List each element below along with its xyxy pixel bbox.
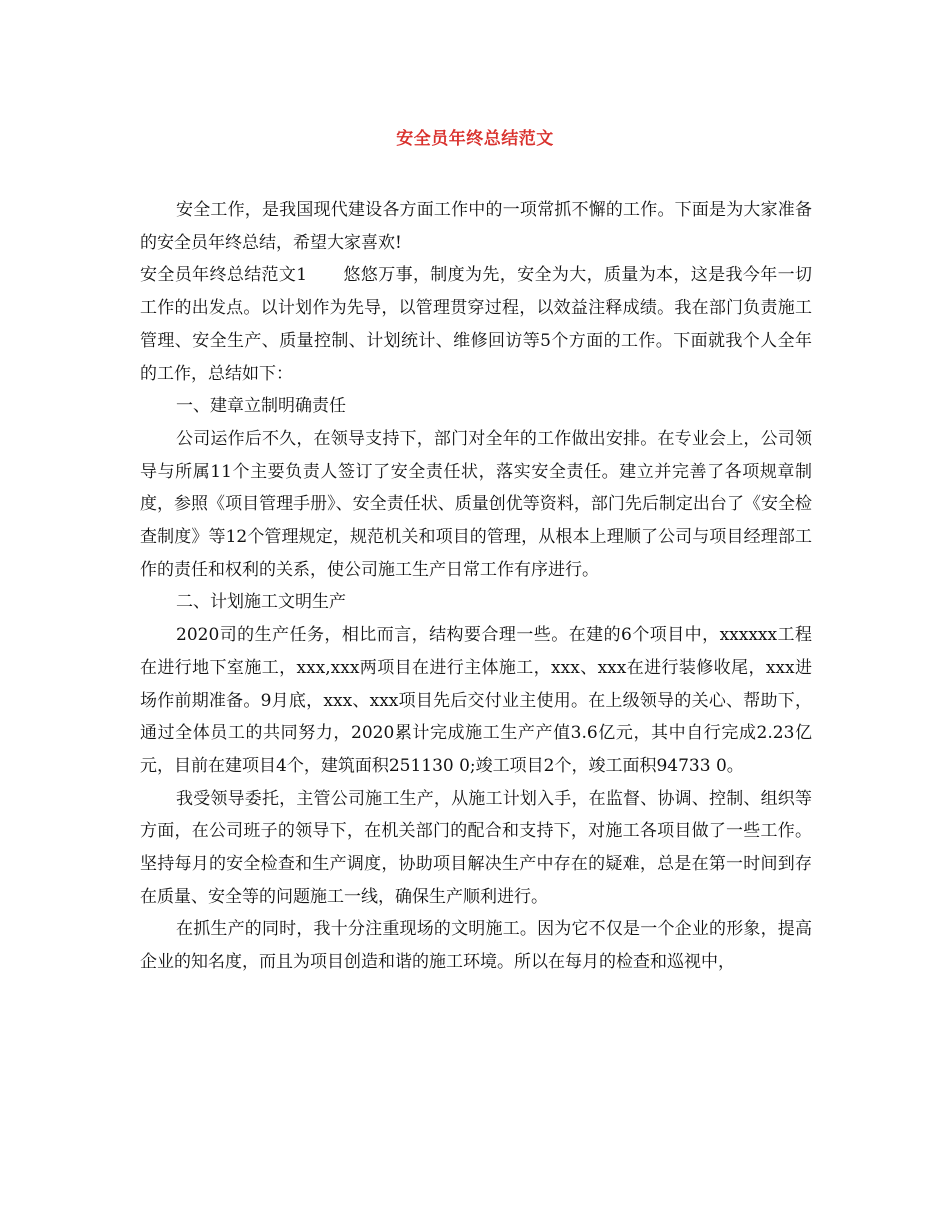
- section2-heading: 二、计划施工文明生产: [176, 592, 346, 613]
- sample1-lead: 悠悠万事，制度为先，安全为大，质量为本，这是我今年一切工作的出发点。以计划作为先导，以管理贯穿过程，以效益注释成绩。我在部门负责施工管理、安全生产、质量控制、计划统计、维修回访等5个方面的工作。下面就我个人全年的工作，总结如下：: [140, 265, 812, 384]
- document-body: [140, 194, 812, 979]
- paragraph-intro: 安全工作，是我国现代建设各方面工作中的一项常抓不懈的工作。下面是为大家准备的安全员年终总结，希望大家喜欢!: [140, 200, 812, 253]
- sample1-heading: 安全员年终总结范文1: [140, 265, 308, 286]
- paragraph-sample1: [140, 259, 812, 390]
- document-title: 安全员年终总结范文: [396, 129, 554, 149]
- section2-body2: 我受领导委托，主管公司施工生产，从施工计划入手，在监督、协调、控制、组织等方面，在公司班子的领导下，在机关部门的配合和支持下，对施工各项目做了一些工作。坚持每月的安全检查和生产调度，协助项目解决生产中存在的疑难，总是在第一时间到存在质量、安全等的问题施工一线，确保生产顺利进行。: [140, 788, 812, 907]
- section2-body1: 2020司的生产任务，相比而言，结构要合理一些。在建的6个项目中，xxxxxx工程在进行地下室施工，xxx,xxx两项目在进行主体施工，xxx、xxx在进行装修收尾，xxx进场作前期准备。9月底，xxx、xxx项目先后交付业主使用。在上级领导的关心、帮助下，通过全体员工的共同努力，2020累计完成施工生产产值3.6亿元，其中自行完成2.23亿元，目前在建项目4个，建筑面积251130 0;竣工项目2个，竣工面积94733 0。: [140, 625, 812, 776]
- section2-body3: 在抓生产的同时，我十分注重现场的文明施工。因为它不仅是一个企业的形象，提高企业的知名度，而且为项目创造和谐的施工环境。所以在每月的检查和巡视中，: [140, 919, 812, 973]
- section1-heading: 一、建章立制明确责任: [176, 396, 346, 417]
- section1-body: 公司运作后不久，在领导支持下，部门对全年的工作做出安排。在专业会上，公司领导与所属11个主要负责人签订了安全责任状，落实安全责任。建立并完善了各项规章制度，参照《项目管理手册》、安全责任状、质量创优等资料，部门先后制定出台了《安全检查制度》等12个管理规定，规范机关和项目的管理，从根本上理顺了公司与项目经理部工作的责任和权利的关系，使公司施工生产日常工作有序进行。: [140, 428, 812, 580]
